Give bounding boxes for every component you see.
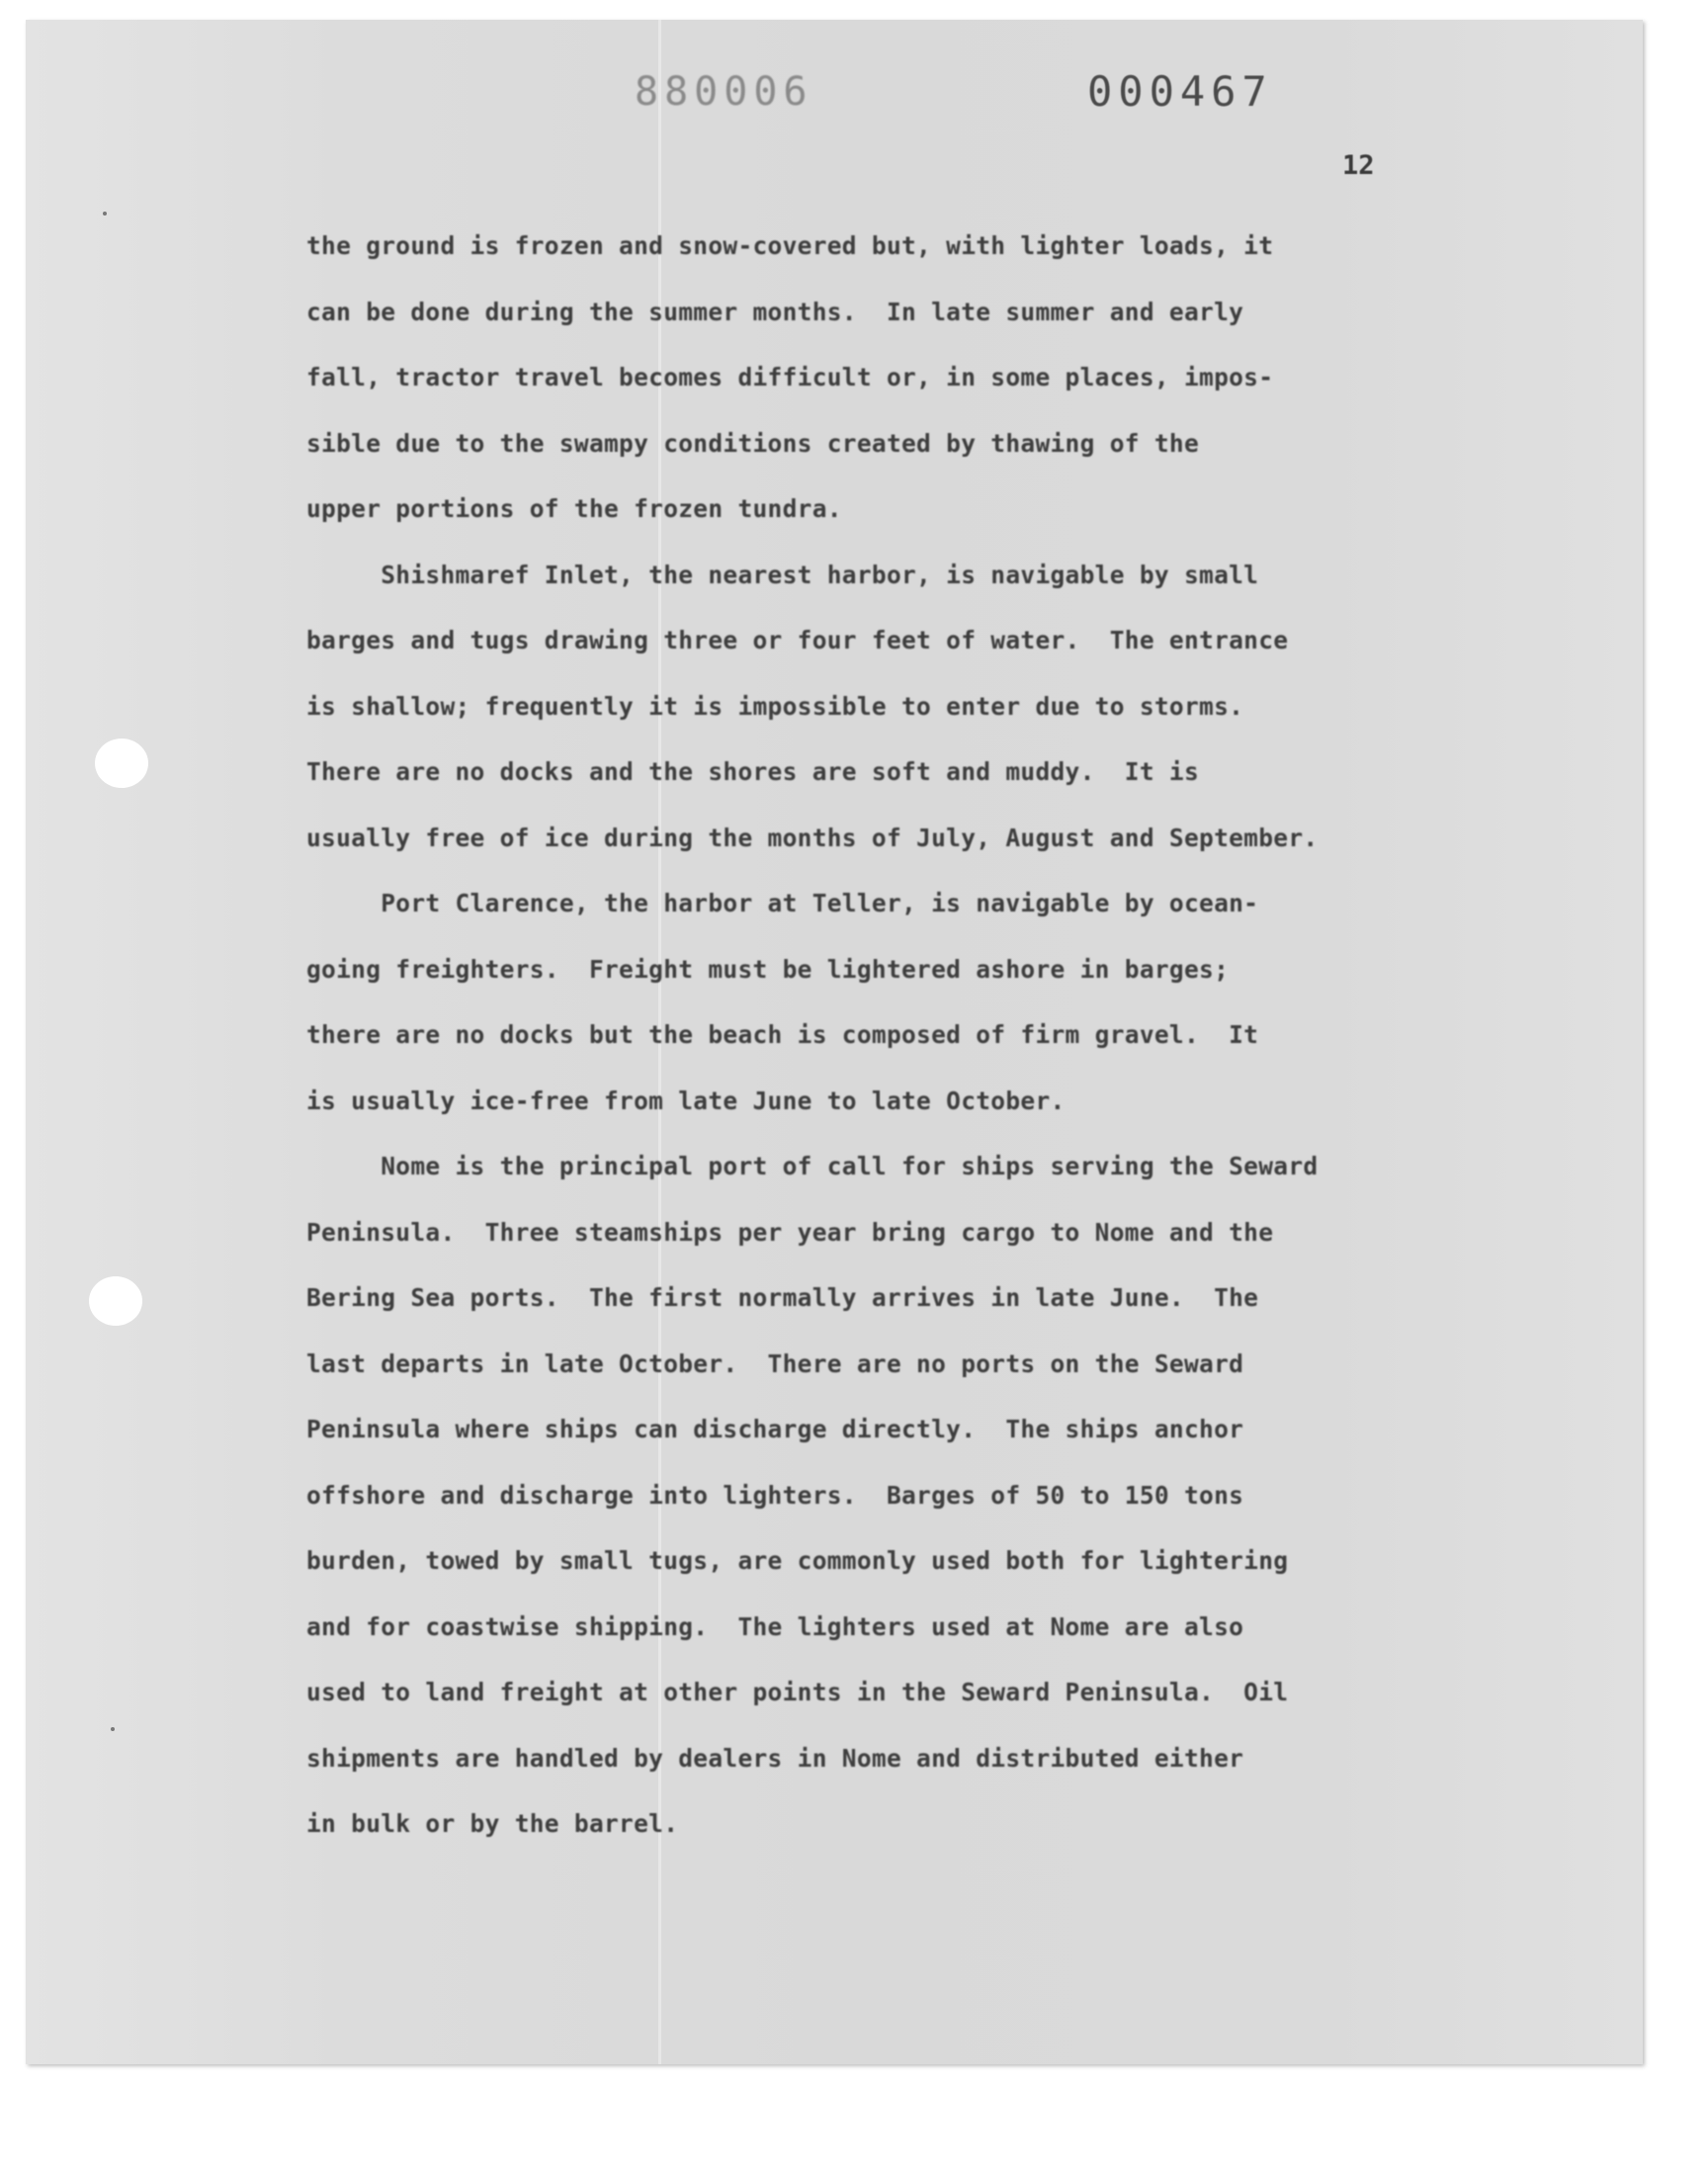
archive-stamp-left: 880006: [635, 69, 813, 115]
text-line: the ground is frozen and snow-covered but, with lighter loads, it: [306, 231, 1274, 260]
text-line: and for coastwise shipping. The lighters used at Nome are also: [306, 1611, 1244, 1641]
text-line: burden, towed by small tugs, are commonly used both for lightering: [306, 1546, 1289, 1575]
text-line: Shishmaref Inlet, the nearest harbor, is navigable by small: [306, 560, 1259, 589]
scan-speck: [103, 212, 107, 216]
text-line: last departs in late October. There are no ports on the Seward: [306, 1348, 1244, 1378]
text-line: in bulk or by the barrel.: [306, 1809, 679, 1838]
text-line: Peninsula. Three steamships per year bring cargo to Nome and the: [306, 1217, 1274, 1247]
text-line: Bering Sea ports. The first normally arrives in late June. The: [306, 1283, 1259, 1312]
text-line: fall, tractor travel becomes difficult or, in some places, impos-: [306, 363, 1274, 392]
text-line: used to land freight at other points in the Seward Peninsula. Oil: [306, 1678, 1289, 1706]
text-line: usually free of ice during the months of July, August and September.: [306, 823, 1319, 852]
text-line: shipments are handled by dealers in Nome and distributed either: [306, 1743, 1244, 1773]
punch-hole: [95, 739, 148, 788]
text-line: There are no docks and the shores are soft and muddy. It is: [306, 757, 1200, 786]
page-number: 12: [1342, 150, 1375, 181]
text-line: offshore and discharge into lighters. Barges of 50 to 150 tons: [306, 1480, 1244, 1510]
text-line: is shallow; frequently it is impossible to enter due to storms.: [306, 691, 1244, 721]
punch-hole: [89, 1276, 142, 1326]
text-line: going freighters. Freight must be lightered ashore in barges;: [306, 954, 1230, 984]
text-line: Peninsula where ships can discharge directly. The ships anchor: [306, 1415, 1244, 1443]
text-line: sible due to the swampy conditions created by thawing of the: [306, 428, 1200, 458]
text-line: Port Clarence, the harbor at Teller, is navigable by ocean-: [306, 889, 1259, 917]
archive-stamp-right: 000467: [1087, 67, 1273, 116]
text-line: is usually ice-free from late June to late October.: [306, 1086, 1066, 1115]
text-line: can be done during the summer months. In late summer and early: [306, 297, 1244, 326]
text-line: Nome is the principal port of call for ships serving the Seward: [306, 1152, 1319, 1180]
text-line: upper portions of the frozen tundra.: [306, 494, 842, 523]
text-line: there are no docks but the beach is composed of firm gravel. It: [306, 1020, 1259, 1049]
body-text: [306, 214, 1453, 1858]
text-line: barges and tugs drawing three or four feet of water. The entrance: [306, 626, 1289, 654]
scan-speck: [111, 1727, 115, 1731]
